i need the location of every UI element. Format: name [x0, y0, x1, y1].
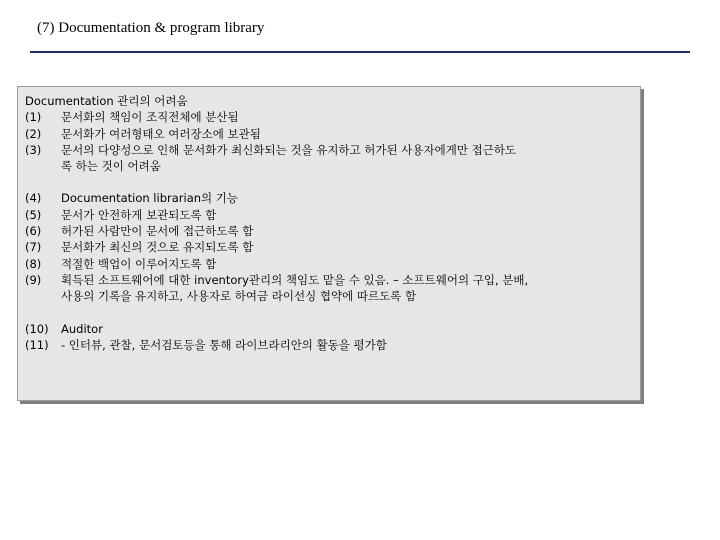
title-divider — [30, 51, 690, 53]
item-text: 문서가 안전하게 보관되도록 함 — [61, 207, 217, 222]
item-text: 문서화의 책임이 조직전체에 분산됨 — [61, 110, 239, 125]
list-item — [25, 272, 640, 288]
list-item — [25, 239, 640, 255]
item-number: (6) — [25, 224, 42, 239]
item-number: (9) — [25, 272, 42, 287]
item-text: 획득된 소프트웨어에 대한 inventory관리의 책임도 맡을 수 있음. – 소프트웨어의 구입, 분배, — [61, 272, 529, 287]
item-number: (2) — [25, 126, 42, 141]
list-item — [25, 256, 640, 272]
item-text: Documentation librarian의 기능 — [61, 191, 239, 206]
item-number: (8) — [25, 256, 42, 271]
item-text: 허가된 사람만이 문서에 접근하도록 함 — [61, 224, 254, 239]
item-text-continuation: 사용의 기록을 유지하고, 사용자로 하여금 라이선싱 협약에 따르도록 함 — [61, 289, 417, 304]
list-item — [25, 223, 640, 239]
item-number: (10) — [25, 321, 49, 336]
item-text: 문서화가 여러형태오 여러장소에 보관됨 — [61, 126, 261, 141]
slide-title: (7) Documentation & program library — [37, 20, 265, 36]
spacer — [25, 305, 640, 321]
item-number: (1) — [25, 110, 42, 125]
item-text: 적절한 백업이 이루어지도록 함 — [61, 256, 217, 271]
section-heading: Documentation 관리의 어려움 — [25, 94, 188, 108]
item-number: (5) — [25, 207, 42, 222]
item-text: - 인터뷰, 관찰, 문서검토등을 통해 라이브라리안의 활동을 평가함 — [61, 337, 387, 352]
item-number: (4) — [25, 191, 42, 206]
list-item — [25, 337, 640, 353]
list-item — [25, 109, 640, 125]
item-number: (11) — [25, 337, 49, 352]
spacer — [25, 174, 640, 190]
item-text-continuation: 록 하는 것이 어려움 — [61, 159, 161, 174]
content-text — [25, 93, 640, 353]
list-item — [25, 126, 640, 142]
item-number: (7) — [25, 240, 42, 255]
item-number: (3) — [25, 142, 42, 157]
list-item — [25, 142, 640, 158]
item-text: 문서화가 최신의 것으로 유지되도록 함 — [61, 240, 254, 255]
list-item — [25, 190, 640, 206]
item-text: Auditor — [61, 321, 103, 336]
list-item — [25, 321, 640, 337]
list-item — [25, 207, 640, 223]
item-text: 문서의 다양성으로 인해 문서화가 최신화되는 것을 유지하고 허가된 사용자에게만 접근하도 — [61, 142, 517, 157]
